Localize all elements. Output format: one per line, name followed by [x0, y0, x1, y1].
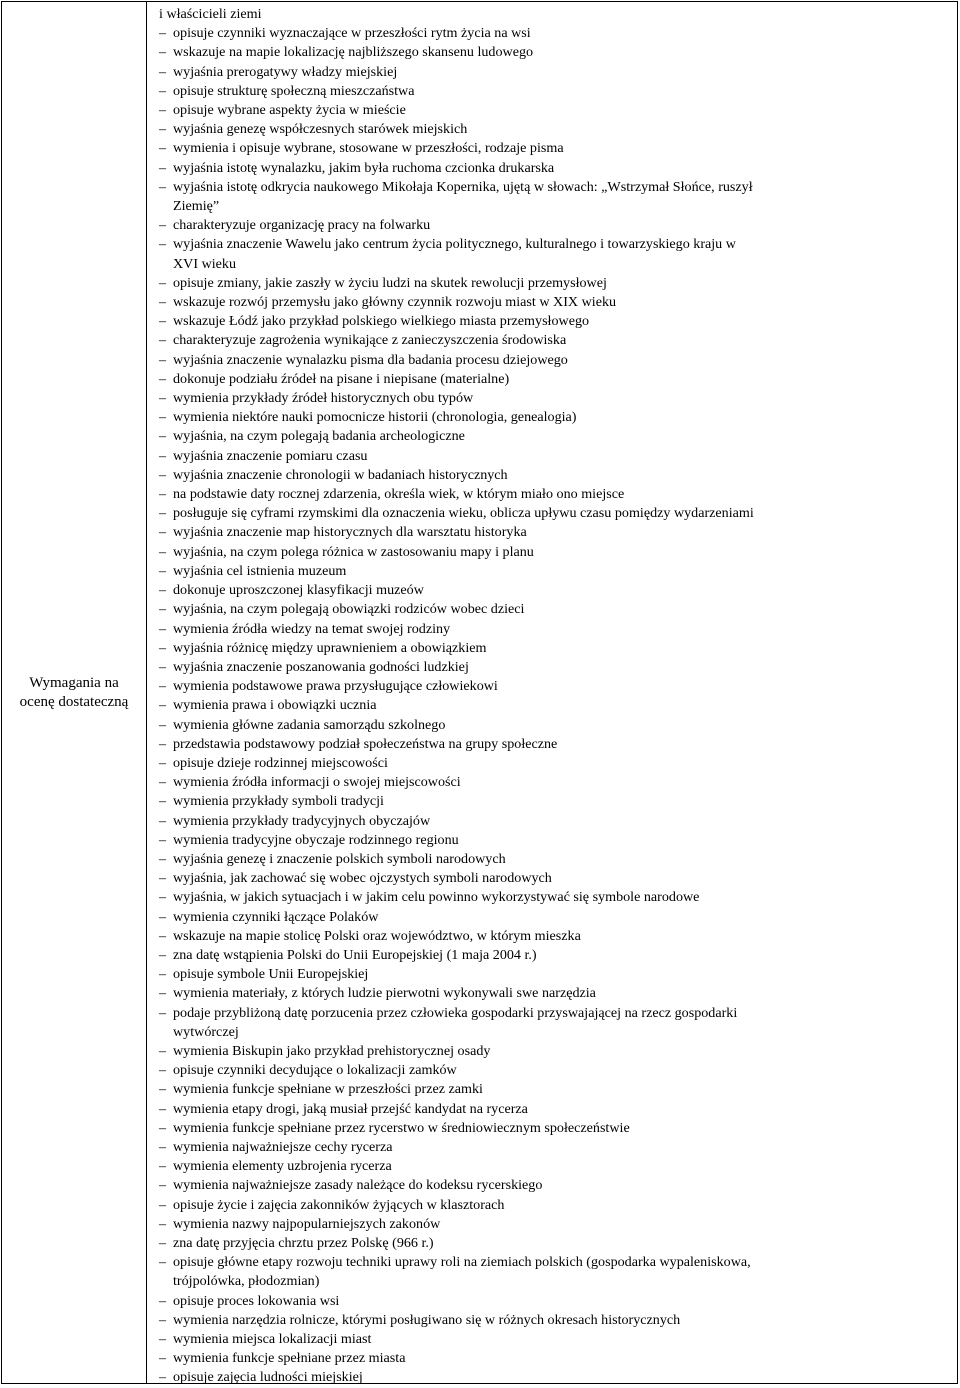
- list-item: – wymienia funkcje spełniane w przeszłości przez zamki: [147, 1080, 957, 1099]
- list-item: – dokonuje uproszczonej klasyfikacji muzeów: [147, 581, 957, 600]
- grade-label: [20, 674, 129, 712]
- list-item: – podaje przybliżoną datę porzucenia przez człowieka gospodarki przyswajającej na rzecz gospodarki: [147, 1004, 957, 1023]
- grade-label-line1: Wymagania na: [29, 674, 119, 691]
- list-item: – zna datę wstąpienia Polski do Unii Europejskiej (1 maja 2004 r.): [147, 946, 957, 965]
- list-item: – wyjaśnia cel istnienia muzeum: [147, 562, 957, 581]
- list-item: – wymienia najważniejsze zasady należące do kodeksu rycerskiego: [147, 1176, 957, 1195]
- grade-label-line2: ocenę dostateczną: [19, 693, 129, 710]
- list-item: – wyjaśnia znaczenie poszanowania godności ludzkiej: [147, 658, 957, 677]
- list-item: – wyjaśnia istotę wynalazku, jakim była ruchoma czcionka drukarska: [147, 159, 957, 178]
- list-item: i właścicieli ziemi: [159, 6, 262, 22]
- list-item: – wskazuje Łódź jako przykład polskiego wielkiego miasta przemysłowego: [147, 312, 957, 331]
- list-item: – wymienia czynniki łączące Polaków: [147, 908, 957, 927]
- list-item: – opisuje życie i zajęcia zakonników żyjących w klasztorach: [147, 1196, 957, 1215]
- list-item: – opisuje czynniki wyznaczające w przeszłości rytm życia na wsi: [147, 24, 957, 43]
- list-item: – wyjaśnia znaczenie map historycznych dla warsztatu historyka: [147, 523, 957, 542]
- list-item: – wyjaśnia, na czym polegają obowiązki rodziców wobec dzieci: [147, 600, 957, 619]
- list-item: – charakteryzuje organizację pracy na folwarku: [147, 216, 957, 235]
- list-item: – wskazuje rozwój przemysłu jako główny czynnik rozwoju miast w XIX wieku: [147, 293, 957, 312]
- list-item: – zna datę przyjęcia chrztu przez Polskę (966 r.): [147, 1234, 957, 1253]
- list-item: – wyjaśnia, w jakich sytuacjach i w jakim celu powinno wykorzystywać się symbole narodowe: [147, 888, 957, 907]
- list-item: – wymienia przykłady źródeł historycznych obu typów: [147, 389, 957, 408]
- list-item: – wymienia Biskupin jako przykład prehistorycznej osady: [147, 1042, 957, 1061]
- list-item: – opisuje strukturę społeczną mieszczaństwa: [147, 82, 957, 101]
- requirements-list: [147, 2, 957, 1386]
- list-item: trójpolówka, płodozmian): [173, 1273, 320, 1290]
- list-item: wytwórczej: [173, 1023, 239, 1040]
- list-item: – wymienia przykłady symboli tradycji: [147, 792, 957, 811]
- list-item: – wymienia główne zadania samorządu szkolnego: [147, 716, 957, 735]
- list-item: – wymienia prawa i obowiązki ucznia: [147, 696, 957, 715]
- list-item: – przedstawia podstawowy podział społeczeństwa na grupy społeczne: [147, 735, 957, 754]
- list-item: – wymienia tradycyjne obyczaje rodzinnego regionu: [147, 831, 957, 850]
- list-item: Ziemię”: [173, 198, 220, 215]
- list-item: – wyjaśnia znaczenie chronologii w badaniach historycznych: [147, 466, 957, 485]
- grade-label-cell: [2, 2, 147, 1383]
- list-item: – opisuje czynniki decydujące o lokalizacji zamków: [147, 1061, 957, 1080]
- list-item: – wymienia etapy drogi, jaką musiał przejść kandydat na rycerza: [147, 1100, 957, 1119]
- list-item: – dokonuje podziału źródeł na pisane i niepisane (materialne): [147, 370, 957, 389]
- list-item: – wyjaśnia znaczenie pomiaru czasu: [147, 447, 957, 466]
- list-item: – opisuje zmiany, jakie zaszły w życiu ludzi na skutek rewolucji przemysłowej: [147, 274, 957, 293]
- list-item: – posługuje się cyframi rzymskimi dla oznaczenia wieku, oblicza upływu czasu pomiędzy wydarzeniami: [147, 504, 957, 523]
- list-item: – wymienia funkcje spełniane przez rycerstwo w średniowiecznym społeczeństwie: [147, 1119, 957, 1138]
- list-item: – wyjaśnia znaczenie Wawelu jako centrum życia politycznego, kulturalnego i towarzyskiego kraju w: [147, 235, 957, 254]
- list-item: – wymienia i opisuje wybrane, stosowane w przeszłości, rodzaje pisma: [147, 139, 957, 158]
- list-item: – wymienia narzędzia rolnicze, którymi posługiwano się w różnych okresach historycznych: [147, 1311, 957, 1330]
- requirements-table: [1, 1, 958, 1384]
- list-item: – wymienia miejsca lokalizacji miast: [147, 1330, 957, 1349]
- list-item: – wskazuje na mapie lokalizację najbliższego skansenu ludowego: [147, 43, 957, 62]
- list-item: – wyjaśnia genezę współczesnych starówek miejskich: [147, 120, 957, 139]
- list-item: XVI wieku: [173, 255, 237, 272]
- list-item: – opisuje proces lokowania wsi: [147, 1292, 957, 1311]
- list-item: – wymienia materiały, z których ludzie pierwotni wykonywali swe narzędzia: [147, 984, 957, 1003]
- list-item: – opisuje główne etapy rozwoju techniki uprawy roli na ziemiach polskich (gospodarka wypaleniskowa,: [147, 1253, 957, 1272]
- list-item: – wyjaśnia, jak zachować się wobec ojczystych symboli narodowych: [147, 869, 957, 888]
- list-item: – wymienia podstawowe prawa przysługujące człowiekowi: [147, 677, 957, 696]
- list-item: – wyjaśnia znaczenie wynalazku pisma dla badania procesu dziejowego: [147, 351, 957, 370]
- list-item: – wymienia źródła wiedzy na temat swojej rodziny: [147, 620, 957, 639]
- list-item: – wyjaśnia istotę odkrycia naukowego Mikołaja Kopernika, ujętą w słowach: „Wstrzymał Słońce, ruszył: [147, 178, 957, 197]
- list-item: – wyjaśnia, na czym polega różnica w zastosowaniu mapy i planu: [147, 543, 957, 562]
- list-item: – wyjaśnia różnicę między uprawnieniem a obowiązkiem: [147, 639, 957, 658]
- list-item: – wymienia przykłady tradycyjnych obyczajów: [147, 812, 957, 831]
- list-item: – na podstawie daty rocznej zdarzenia, określa wiek, w którym miało ono miejsce: [147, 485, 957, 504]
- list-item: – opisuje zajęcia ludności miejskiej: [147, 1368, 957, 1387]
- list-item: – wskazuje na mapie stolicę Polski oraz województwo, w którym mieszka: [147, 927, 957, 946]
- list-item: – opisuje wybrane aspekty życia w mieście: [147, 101, 957, 120]
- list-item: – charakteryzuje zagrożenia wynikające z zanieczyszczenia środowiska: [147, 331, 957, 350]
- list-item: – wymienia źródła informacji o swojej miejscowości: [147, 773, 957, 792]
- list-item: – wymienia elementy uzbrojenia rycerza: [147, 1157, 957, 1176]
- list-item: – wymienia funkcje spełniane przez miasta: [147, 1349, 957, 1368]
- list-item: – opisuje dzieje rodzinnej miejscowości: [147, 754, 957, 773]
- list-item: – opisuje symbole Unii Europejskiej: [147, 965, 957, 984]
- list-item: – wymienia niektóre nauki pomocnicze historii (chronologia, genealogia): [147, 408, 957, 427]
- list-item: – wymienia najważniejsze cechy rycerza: [147, 1138, 957, 1157]
- list-item: – wyjaśnia genezę i znaczenie polskich symboli narodowych: [147, 850, 957, 869]
- list-item: – wyjaśnia prerogatywy władzy miejskiej: [147, 63, 957, 82]
- list-item: – wymienia nazwy najpopularniejszych zakonów: [147, 1215, 957, 1234]
- list-item: – wyjaśnia, na czym polegają badania archeologiczne: [147, 427, 957, 446]
